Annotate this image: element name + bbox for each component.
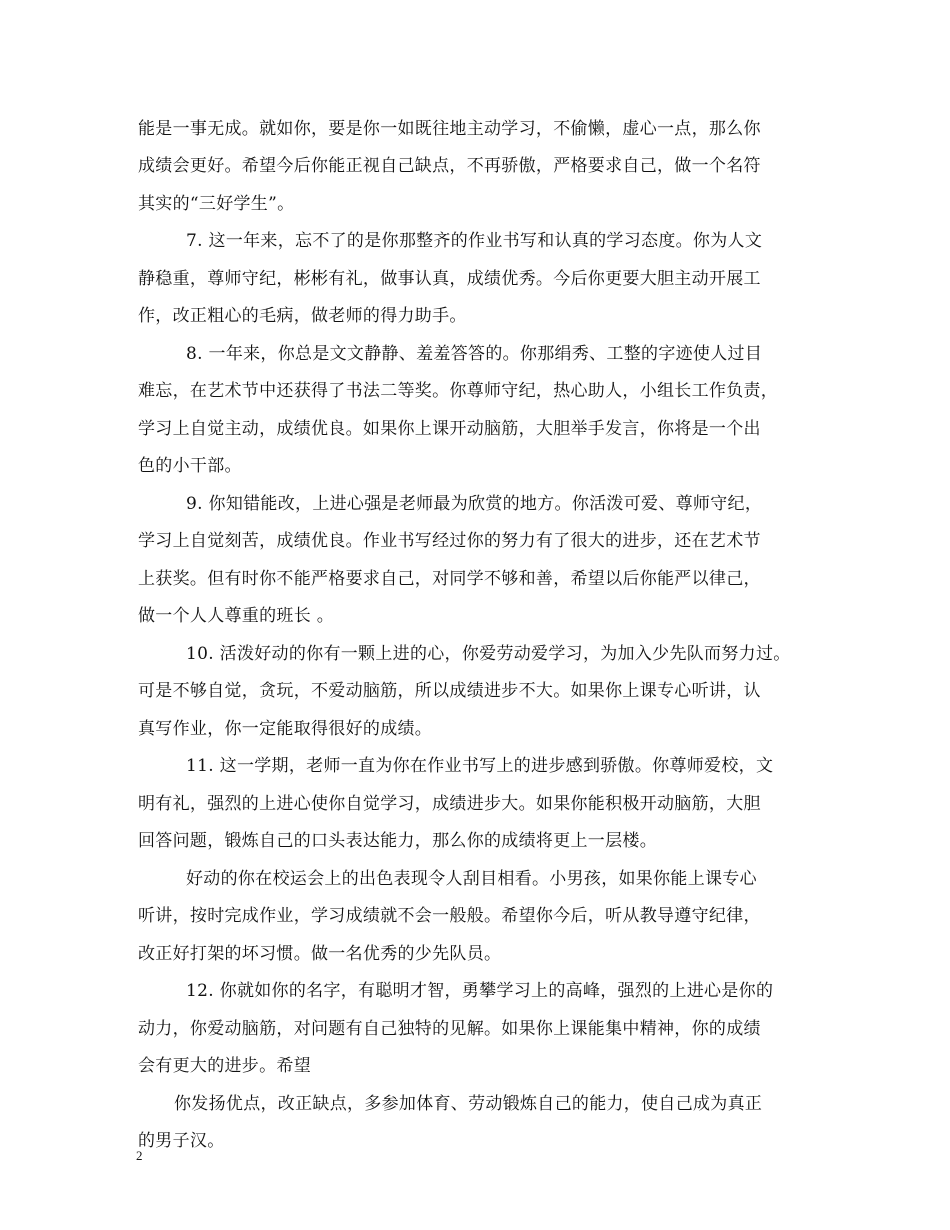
text-line: 7. 这一年来，忘不了的是你那整齐的作业书写和认真的学习态度。你为人文 — [186, 231, 763, 251]
text-line: 上获奖。但有时你不能严格要求自己，对同学不够和善，希望以后你能严以律己， — [138, 569, 761, 589]
text-line: 学习上自觉主动，成绩优良。如果你上课开动脑筋，大胆举手发言，你将是一个出 — [138, 419, 761, 439]
text-line: 静稳重，尊师守纪，彬彬有礼，做事认真，成绩优秀。今后你更要大胆主动开展工 — [138, 269, 761, 289]
text-line: 明有礼，强烈的上进心使你自觉学习，成绩进步大。如果你能积极开动脑筋，大胆 — [138, 794, 761, 814]
text-line: 听讲，按时完成作业，学习成绩就不会一般般。希望你今后，听从教导遵守纪律， — [138, 906, 761, 926]
text-line: 好动的你在校运会上的出色表现令人刮目相看。小男孩，如果你能上课专心 — [186, 869, 757, 889]
text-line: 可是不够自觉，贪玩，不爱动脑筋，所以成绩进步不大。如果你上课专心听讲，认 — [138, 681, 761, 701]
text-line: 色的小干部。 — [138, 456, 242, 476]
text-line: 真写作业，你一定能取得很好的成绩。 — [138, 719, 433, 739]
page-number: 2 — [136, 1148, 143, 1163]
text-line: 动力，你爱动脑筋，对问题有自己独特的见解。如果你上课能集中精神，你的成绩 — [138, 1019, 761, 1039]
text-line: 的男子汉。 — [138, 1131, 225, 1151]
text-line: 成绩会更好。希望今后你能正视自己缺点，不再骄傲，严格要求自己，做一个名符 — [138, 156, 761, 176]
text-line: 9. 你知错能改，上进心强是老师最为欣赏的地方。你活泼可爱、尊师守纪， — [186, 494, 763, 514]
text-line: 作，改正粗心的毛病，做老师的得力助手。 — [138, 306, 467, 326]
text-line: 12. 你就如你的名字，有聪明才智，勇攀学习上的高峰，强烈的上进心是你的 — [186, 981, 774, 1001]
text-line: 回答问题，锻炼自己的口头表达能力，那么你的成绩将更上一层楼。 — [138, 831, 657, 851]
text-line: 其实的“三好学生”。 — [138, 194, 295, 214]
text-line: 会有更大的进步。希望 — [138, 1056, 311, 1076]
text-line: 11. 这一学期，老师一直为你在作业书写上的进步感到骄傲。你尊师爱校，文 — [186, 756, 774, 776]
text-line: 做一个人人尊重的班长 。 — [138, 606, 335, 626]
text-line: 难忘，在艺术节中还获得了书法二等奖。你尊师守纪，热心助人，小组长工作负责， — [138, 381, 779, 401]
text-line: 能是一事无成。就如你，要是你一如既往地主动学习，不偷懒，虚心一点，那么你 — [138, 119, 761, 139]
text-line: 10. 活泼好动的你有一颗上进的心，你爱劳动爱学习，为加入少先队而努力过。 — [186, 644, 791, 664]
text-line: 改正好打架的坏习惯。做一名优秀的少先队员。 — [138, 944, 502, 964]
text-line: 你发扬优点，改正缺点，多参加体育、劳动锻炼自己的能力，使自己成为真正 — [174, 1094, 763, 1114]
text-line: 学习上自觉刻苦，成绩优良。作业书写经过你的努力有了很大的进步，还在艺术节 — [138, 531, 761, 551]
text-line: 8. 一年来，你总是文文静静、羞羞答答的。你那绢秀、工整的字迹使人过目 — [186, 344, 763, 364]
